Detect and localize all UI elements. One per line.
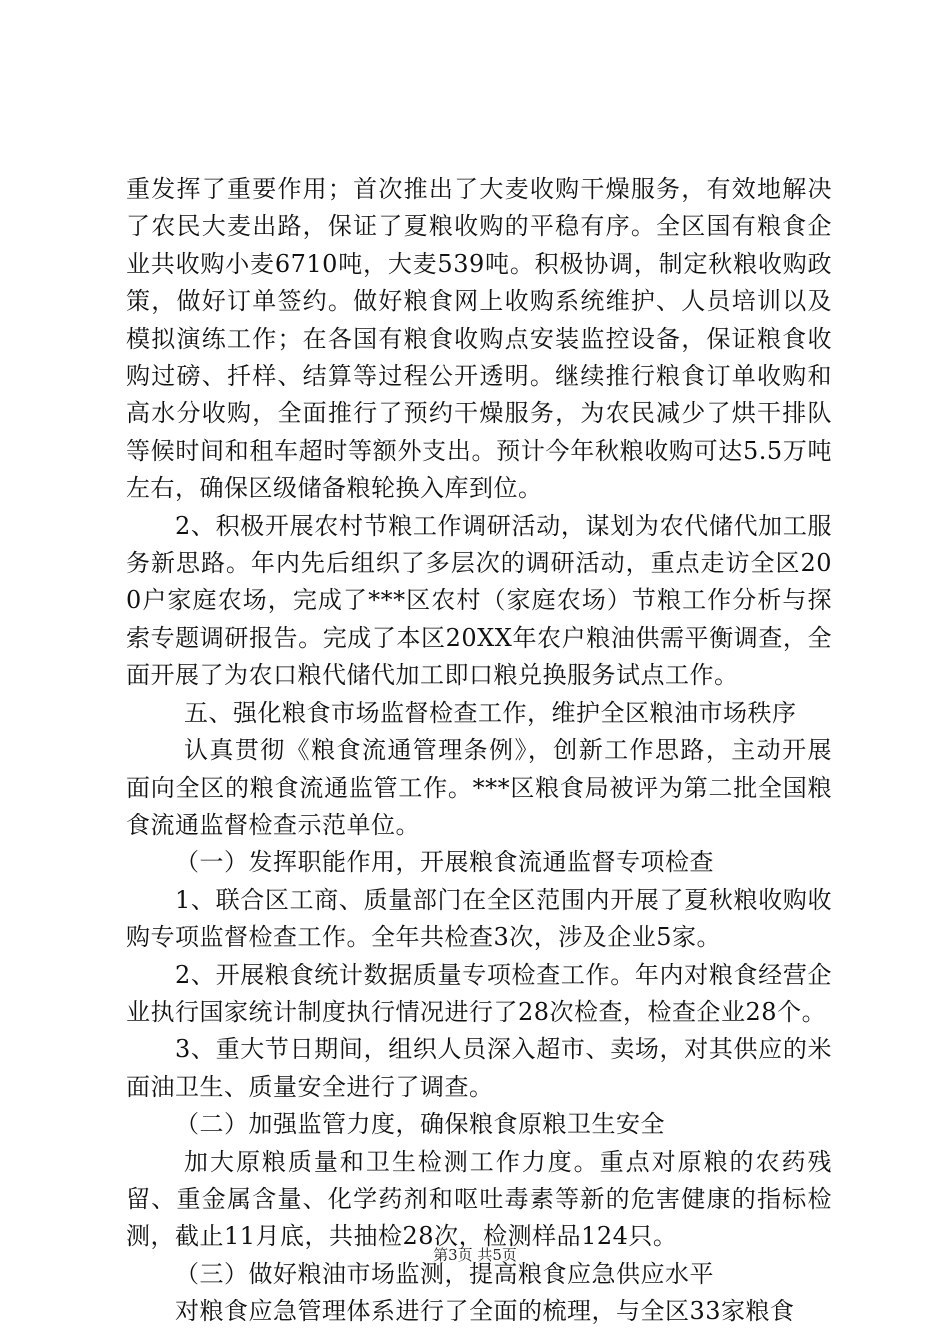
subsection-heading-2: （二）加强监管力度，确保粮食原粮卫生安全 (175, 1110, 665, 1139)
section-heading-5: 五、强化粮食市场监督检查工作，维护全区粮油市场秩序 (184, 698, 797, 727)
paragraph-emergency: 对粮食应急管理体系进行了全面的梳理，与全区33家粮食 (175, 1297, 795, 1326)
paragraph-item-3: 3、重大节日期间，组织人员深入超市、卖场，对其供应的米面油卫生、质量安全进行了调查。 (126, 1035, 832, 1101)
page-footer (0, 1245, 950, 1265)
paragraph-inspection: 加大原粮质量和卫生检测工作力度。重点对原粮的农药残留、重金属含量、化学药剂和呕吐毒素等新的危害健康的指标检测，截止11月底，共抽检28次，检测样品124只。 (126, 1147, 832, 1251)
subsection-heading-3: （三）做好粮油市场监测，提高粮食应急供应水平 (175, 1259, 714, 1288)
paragraph-item-2-stats: 2、开展粮食统计数据质量专项检查工作。年内对粮食经营企业执行国家统计制度执行情况进行了28次检查，检查企业28个。 (126, 960, 832, 1026)
paragraph-continued: 重发挥了重要作用；首次推出了大麦收购干燥服务，有效地解决了农民大麦出路，保证了夏粮收购的平稳有序。全区国有粮食企业共收购小麦6710吨，大麦539吨。积极协调，制定秋粮收购政策，做好订单签约。做好粮食网上收购系统维护、人员培训以及模拟演练工作；在各国有粮食收购点安装监控设备，保证粮食收购过磅、扦样、结算等过程公开透明。继续推行粮食订单收购和高水分收购，全面推行了预约干燥服务，为农民减少了烘干排队等候时间和租车超时等额外支出。预计今年秋粮收购可达5.5万吨左右，确保区级储备粮轮换入库到位。 (126, 175, 832, 503)
page-number-label: 第3页 共5页 (433, 1246, 517, 1264)
paragraph-item-1: 1、联合区工商、质量部门在全区范围内开展了夏秋粮收购收购专项监督检查工作。全年共检查3次，涉及企业5家。 (126, 885, 832, 952)
body-text (126, 171, 832, 1331)
paragraph-item-2: 2、积极开展农村节粮工作调研活动，谋划为农代储代加工服务新思路。年内先后组织了多层次的调研活动，重点走访全区200户家庭农场，完成了***区农村（家庭农场）节粮工作分析与探索专题调研报告。完成了本区20XX年农户粮油供需平衡调查，全面开展了为农口粮代储代加工即口粮兑换服务试点工作。 (126, 511, 832, 690)
subsection-heading-1: （一）发挥职能作用，开展粮食流通监督专项检查 (175, 848, 714, 877)
paragraph-intro: 认真贯彻《粮食流通管理条例》，创新工作思路，主动开展面向全区的粮食流通监管工作。***区粮食局被评为第二批全国粮食流通监督检查示范单位。 (126, 736, 832, 839)
